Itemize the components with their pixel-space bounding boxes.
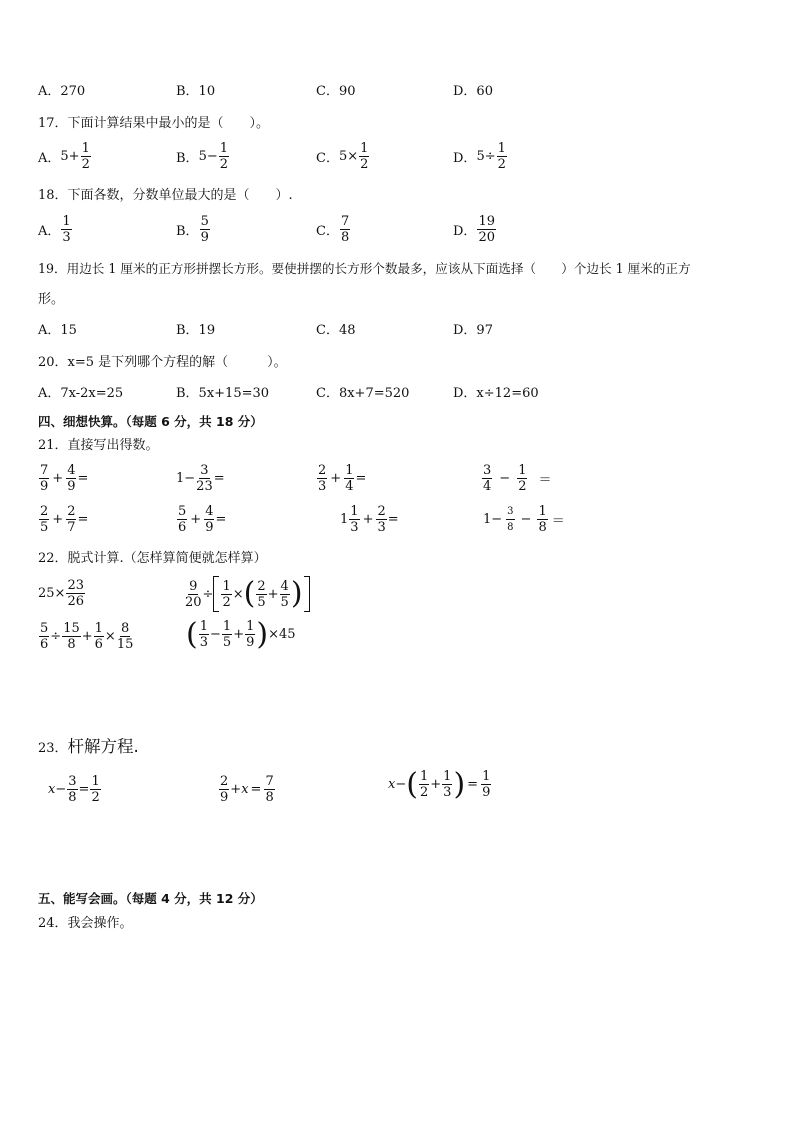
q20-stem: 20．x=5 是下列哪个方程的解（ ）。: [38, 355, 287, 370]
q18-option-b: B． 5 9: [176, 214, 209, 245]
q22-expr-2: $\frac{9}{20}$ ÷ $\frac{1}{2}$ × ( 2 5 + $\frac{4}{5}$ ): [184, 576, 310, 612]
q18-option-c: C． 7 8: [316, 214, 350, 245]
q17-option-c: C． 5× $\frac{1}{2}$: [316, 141, 369, 172]
q21-item-7: 1 1 3 + $\frac{2}{3}$ =: [340, 504, 399, 535]
fraction: $\frac{1}{2}$: [360, 141, 369, 172]
q21-item-1: 7 9 + $\frac{4}{9}$ =: [40, 463, 89, 494]
q23-equation-2: 2 9 + x = $\frac{7}{8}$: [220, 774, 274, 805]
q17-stem: 17．下面计算结果中最小的是（ ）。: [38, 116, 270, 131]
q21-item-3: 2 3 + $\frac{1}{4}$ =: [318, 463, 367, 494]
q23-equation-1: x − $\frac{3}{8}$ = $\frac{1}{2}$: [48, 774, 100, 805]
q17-option-b: B． 5− $\frac{1}{2}$: [176, 141, 229, 172]
q19-option-a: A．15: [38, 323, 77, 338]
q19-stem-line2: 形。: [38, 292, 65, 307]
q18-option-d: D． 19 20: [453, 214, 495, 245]
q21-item-8: 1− $\frac{3}{8}$ − $\frac{1}{8}$ ＝: [483, 504, 565, 535]
q21-item-2: 1− $\frac{3}{23}$ =: [176, 463, 225, 494]
q20-option-a: A．7x-2x=25: [38, 386, 124, 401]
fraction: $\frac{1}{2}$: [497, 141, 506, 172]
q20-option-b: B．5x+15=30: [176, 386, 270, 401]
q21-item-6: 5 6 + $\frac{4}{9}$ =: [178, 504, 227, 535]
q23-equation-3: x − ( 1 2 + $\frac{1}{3}$ ) = $\frac{1}{9}$: [388, 766, 491, 802]
section-4-heading: 四、细想快算。（每题 6 分，共 18 分）: [38, 414, 263, 429]
fraction: $\frac{1}{2}$: [81, 141, 90, 172]
section-5-heading: 五、能写会画。（每题 4 分，共 12 分）: [38, 891, 263, 906]
q17-option-d: D． 5÷ $\frac{1}{2}$: [453, 141, 506, 172]
q19-option-c: C．48: [316, 323, 356, 338]
q18-stem: 18．下面各数，分数单位最大的是（ ）.: [38, 188, 293, 203]
q22-stem: 22．脱式计算.（怎样算简便就怎样算）: [38, 551, 267, 566]
q22-expr-4: ( 1 3 − $\frac{1}{5}$ + $\frac{1}{9}$ ) ×45: [186, 616, 296, 652]
q20-option-d: D．x÷12=60: [453, 386, 539, 401]
q21-item-5: 2 5 + $\frac{2}{7}$ =: [40, 504, 89, 535]
q16-option-b: B．10: [176, 84, 216, 99]
q16-option-c: C．90: [316, 84, 356, 99]
q16-option-a: A．270: [38, 84, 86, 99]
q18-option-a: A． 1 3: [38, 214, 71, 245]
q23-stem: 23．杆解方程.: [38, 737, 139, 756]
q17-option-a: A． 5+ $\frac{1}{2}$: [38, 141, 90, 172]
q16-option-d: D．60: [453, 84, 493, 99]
fraction: $\frac{1}{2}$: [219, 141, 229, 172]
q22-expr-3: $\frac{5}{6}$ ÷ $\frac{15}{8}$ + $\frac{1}{6}$ × $\frac{8}{15}$: [40, 621, 134, 652]
q20-option-c: C．8x+7=520: [316, 386, 410, 401]
q22-expr-1: 25× $\frac{23}{26}$: [38, 578, 84, 609]
q19-stem-line1: 19．用边长 1 厘米的正方形拼摆长方形。要使拼摆的长方形个数最多，应该从下面选择（ ）个边长 1 厘米的正方: [38, 261, 691, 276]
q19-option-b: B．19: [176, 323, 216, 338]
q21-item-4: 3 4 − $\frac{1}{2}$ ＝: [483, 463, 552, 494]
q24-stem: 24．我会操作。: [38, 916, 133, 931]
q19-option-d: D．97: [453, 323, 493, 338]
q21-stem: 21．直接写出得数。: [38, 438, 159, 453]
